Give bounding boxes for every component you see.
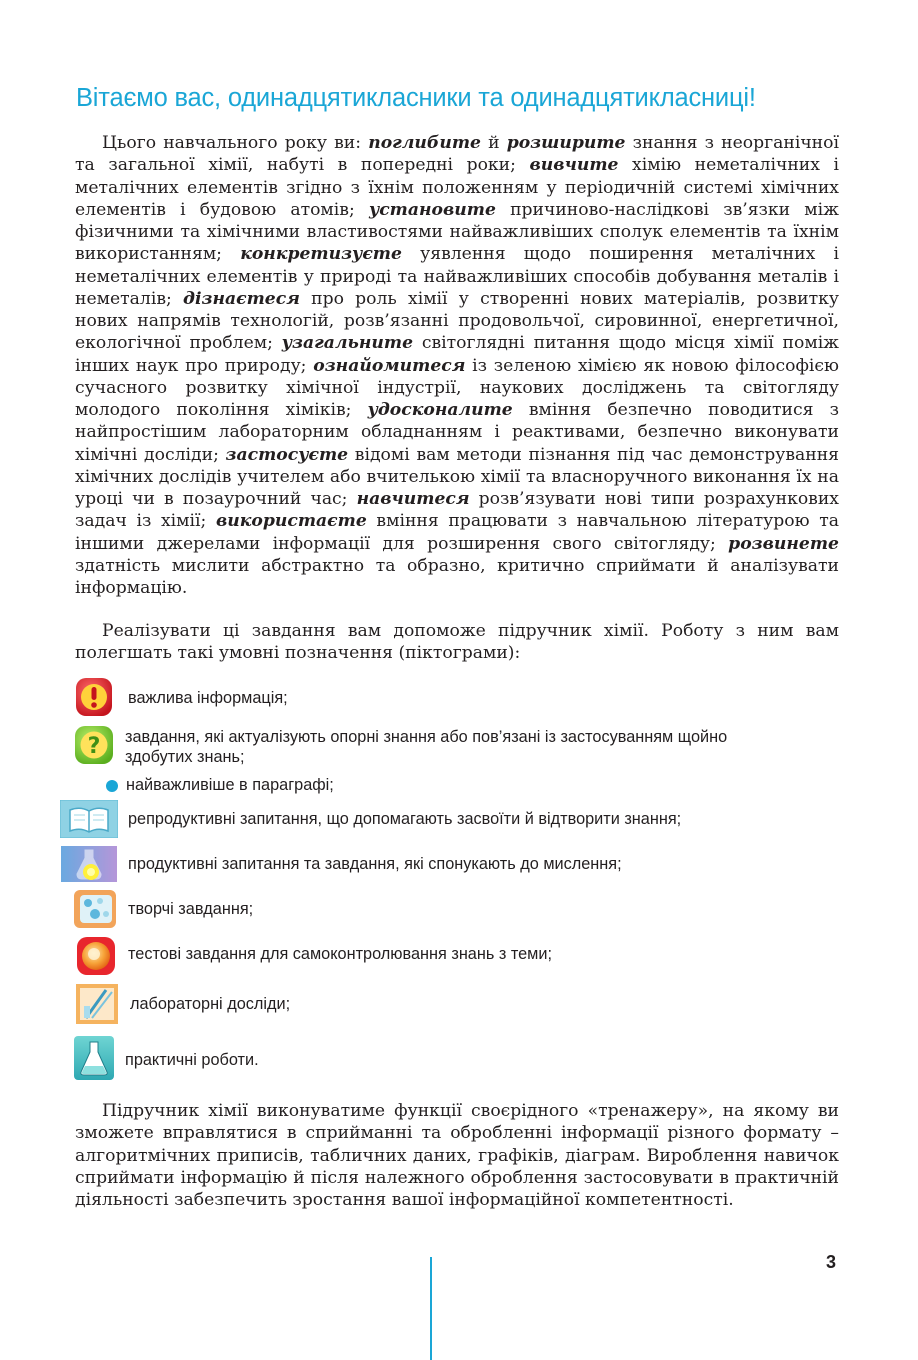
intro-text-segment: знання з неорганічної та загальної хімії, набуті в попередні роки; [75,133,839,176]
emphasized-verb: застосуєте [225,444,349,465]
question-icon [74,725,114,765]
outro-paragraph: Підручник хімії виконуватиме функції своєрідного «тренажеру», на якому ви зможете вправлятися в сприйманні та обробленні інформації різного формату – алгоритмічних приписів, табличних даних, графіків, діаграм. Вироблення навичок сприймати інформацію й після належного оброблення застосовувати в практичній діяльності забезпечить зростання вашої інформаційної компетентності. [75,1101,839,1210]
emphasized-verb: вивчите [529,155,619,176]
intro-text-segment: вміння працювати з навчальною літературою та іншими джерелами інформації для розширення свого світогляду; [75,511,839,554]
intro-paragraph [75,132,839,599]
intro-text-segment: й [480,133,507,153]
icons-intro-paragraph: Реалізувати ці завдання вам допоможе підручник хімії. Роботу з ним вам полегшать такі умовні позначення (піктограми): [75,621,839,664]
emphasized-verb: удосконалите [367,400,513,420]
flask-glow-icon [61,846,117,882]
emphasized-verb: дізнаєтеся [183,288,300,309]
emphasized-verb: ознайомитеся [313,355,466,376]
bullet-icon [106,780,118,792]
target-sphere-icon [76,936,116,976]
legend-label-creative: творчі завдання; [128,900,254,918]
intro-text-segment: відомі вам методи пізнання під час демонстрування хімічних дослідів учителем або вчителькою хімії та власноручного виконання їх на уроці чи в позаурочний час; [75,444,839,509]
legend-label-productive: продуктивні запитання та завдання, які спонукають до мислення; [128,855,622,873]
emphasized-verb: поглибите [368,133,481,153]
legend-label-key-points: найважливіше в параграфі; [126,776,334,794]
intro-text-segment: із зеленою хімією як новою філософією сучасного розвитку хімічної індустрії, наукових досліджень та світогляду молодого покоління хіміків; [75,355,839,420]
emphasized-verb: навчитеся [356,489,470,509]
legend-label-practical: практичні роботи. [125,1051,259,1069]
intro-text-segment: уявлення щодо поширення металічних і неметалічних елементів у природі та найважливіших способів добування металів і неметалів; [75,244,839,309]
lab-tubes-icon [76,984,118,1024]
intro-text-segment: хімію неметалічних і металічних елементів згідно з їхнім положенням у періодичній системі хімічних елементів і будовою атомів; [75,155,839,220]
emphasized-verb: установите [368,199,496,220]
intro-text-segment: про роль хімії у створенні нових матеріалів, розвитку нових напрямів технологій, розв’язанні продовольчої, сировинної, енергетичної, екологічної проблем; [75,288,839,354]
legend-label-important: важлива інформація; [128,689,288,707]
legend-label-lab: лабораторні досліди; [130,995,291,1013]
intro-text-segment: світоглядні питання щодо місця хімії поміж інших наук про природу; [75,333,839,376]
legend-label-reproductive: репродуктивні запитання, що допомагають засвоїти й відтворити знання; [128,810,682,828]
intro-text-segment: Цього навчального року ви: [102,133,369,153]
erlenmeyer-flask-icon [74,1036,114,1080]
legend-label-questions-cont: здобутих знань; [125,748,245,766]
intro-text-segment: вміння безпечно поводитися з найпростішим лабораторним обладнанням і реактивами, безпечно виконувати хімічні досліди; [75,400,839,465]
page-heading: Вітаємо вас, одинадцятикласники та одинадцятикласниці! [76,84,756,112]
creative-bubbles-icon [74,890,116,928]
intro-text-segment: здатність мислити абстрактно та образно, критично сприймати й аналізувати інформацію. [75,555,839,598]
emphasized-verb: розвинете [728,533,839,554]
emphasized-verb: узагальните [281,333,414,354]
page-number: 3 [826,1252,837,1272]
legend-label-tests: тестові завдання для самоконтролювання знань з теми; [128,945,552,963]
legend-label-questions: завдання, які актуалізують опорні знання або пов’язані із застосуванням щойно [125,728,728,746]
svg-text:?: ? [87,734,101,759]
intro-text-segment: розв’язувати нові типи розрахункових задач із хімії; [75,489,839,532]
exclamation-icon [75,677,113,717]
emphasized-verb: розширите [506,133,626,153]
open-book-icon [60,800,118,838]
emphasized-verb: використаєте [215,511,367,532]
page-divider-line [430,1257,432,1360]
emphasized-verb: конкретизуєте [240,244,402,265]
intro-text-segment: причиново-наслідкові зв’язки між фізичними та хімічними властивостями найважливіших сполук елементів та їхнім використанням; [75,199,839,265]
